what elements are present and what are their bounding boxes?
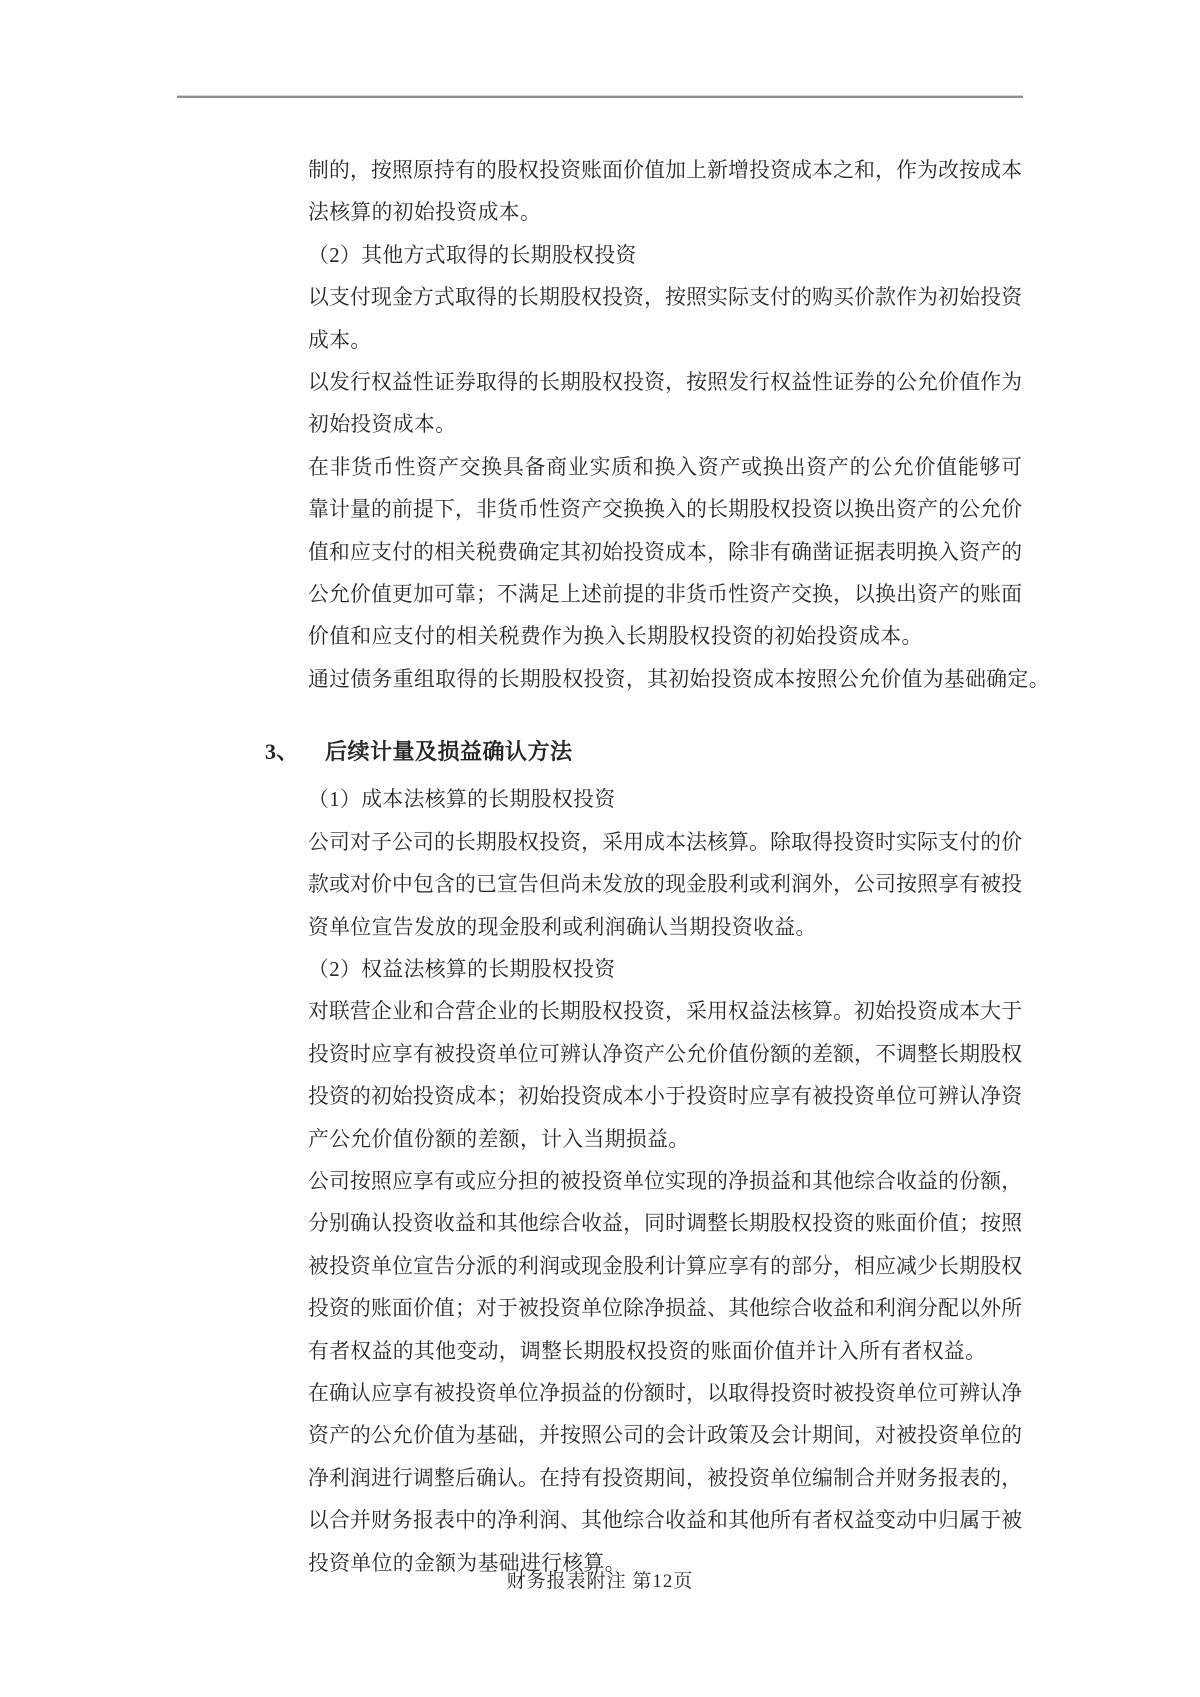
text-line: 对联营企业和合营企业的长期股权投资，采用权益法核算。初始投资成本大于 [308,1000,1022,1024]
text-line: 资单位宣告发放的现金股利或利润确认当期投资收益。 [308,915,817,939]
document-body [265,150,1050,1585]
text-line: 制的，按照原持有的股权投资账面价值加上新增投资成本之和，作为改按成本 [308,159,1022,182]
header-rule [177,96,1023,98]
text-line: 法核算的初始投资成本。 [308,201,542,225]
text-line: 成本。 [308,328,372,352]
section-title: 后续计量及损益确认方法 [325,739,573,765]
text-line: 以支付现金方式取得的长期股权投资，按照实际支付的购买价款作为初始投资 [308,286,1022,310]
text-line: 款或对价中包含的已宣告但尚未发放的现金股利或利润外，公司按照享有被投 [308,873,1022,897]
text-line: 分别确认投资收益和其他综合收益，同时调整长期股权投资的账面价值；按照 [308,1212,1022,1236]
text-line: 资产的公允价值为基础，并按照公司的会计政策及会计期间，对被投资单位的 [308,1424,1022,1448]
text-line: 投资时应享有被投资单位可辨认净资产公允价值份额的差额，不调整长期股权 [308,1042,1022,1066]
text-line: 产公允价值份额的差额，计入当期损益。 [308,1127,690,1151]
text-line: 价值和应支付的相关税费作为换入长期股权投资的初始投资成本。 [308,625,923,649]
text-line: （2）其他方式取得的长期股权投资 [308,243,637,267]
text-line: 有者权益的其他变动，调整长期股权投资的账面价值并计入所有者权益。 [308,1339,987,1363]
text-line: 靠计量的前提下，非货币性资产交换换入的长期股权投资以换出资产的公允价 [308,498,1022,522]
section-number: 3、 [265,739,300,765]
text-line: 通过债务重组取得的长期股权投资，其初始投资成本按照公允价值为基础确定。 [308,667,1050,691]
text-line: 在确认应享有被投资单位净损益的份额时，以取得投资时被投资单位可辨认净 [308,1381,1022,1405]
text-line: 投资的账面价值；对于被投资单位除净损益、其他综合收益和利润分配以外所 [308,1297,1022,1321]
text-line: 被投资单位宣告分派的利润或现金股利计算应享有的部分，相应减少长期股权 [308,1254,1022,1278]
text-line: 投资的初始投资成本；初始投资成本小于投资时应享有被投资单位可辨认净资 [308,1085,1022,1109]
text-line: 投资单位的金额为基础进行核算。 [308,1551,626,1575]
text-line: 公允价值更加可靠；不满足上述前提的非货币性资产交换，以换出资产的账面 [308,583,1022,607]
section-heading [265,729,1022,775]
text-line: 以发行权益性证券取得的长期股权投资，按照发行权益性证券的公允价值作为 [308,371,1022,395]
text-line: （1）成本法核算的长期股权投资 [308,788,616,812]
text-line: 在非货币性资产交换具备商业实质和换入资产或换出资产的公允价值能够可 [308,455,1022,479]
text-line: 初始投资成本。 [308,413,457,437]
text-line: 净利润进行调整后确认。在持有投资期间，被投资单位编制合并财务报表的， [308,1466,1022,1490]
page-footer: 财务报表附注 第12页 [506,1571,694,1592]
text-line: （2）权益法核算的长期股权投资 [308,957,616,981]
text-line: 公司按照应享有或应分担的被投资单位实现的净损益和其他综合收益的份额， [308,1169,1022,1193]
text-line: 值和应支付的相关税费确定其初始投资成本，除非有确凿证据表明换入资产的 [308,540,1022,564]
text-line: 公司对子公司的长期股权投资，采用成本法核算。除取得投资时实际支付的价 [308,830,1022,854]
text-line: 以合并财务报表中的净利润、其他综合收益和其他所有者权益变动中归属于被 [308,1509,1022,1533]
